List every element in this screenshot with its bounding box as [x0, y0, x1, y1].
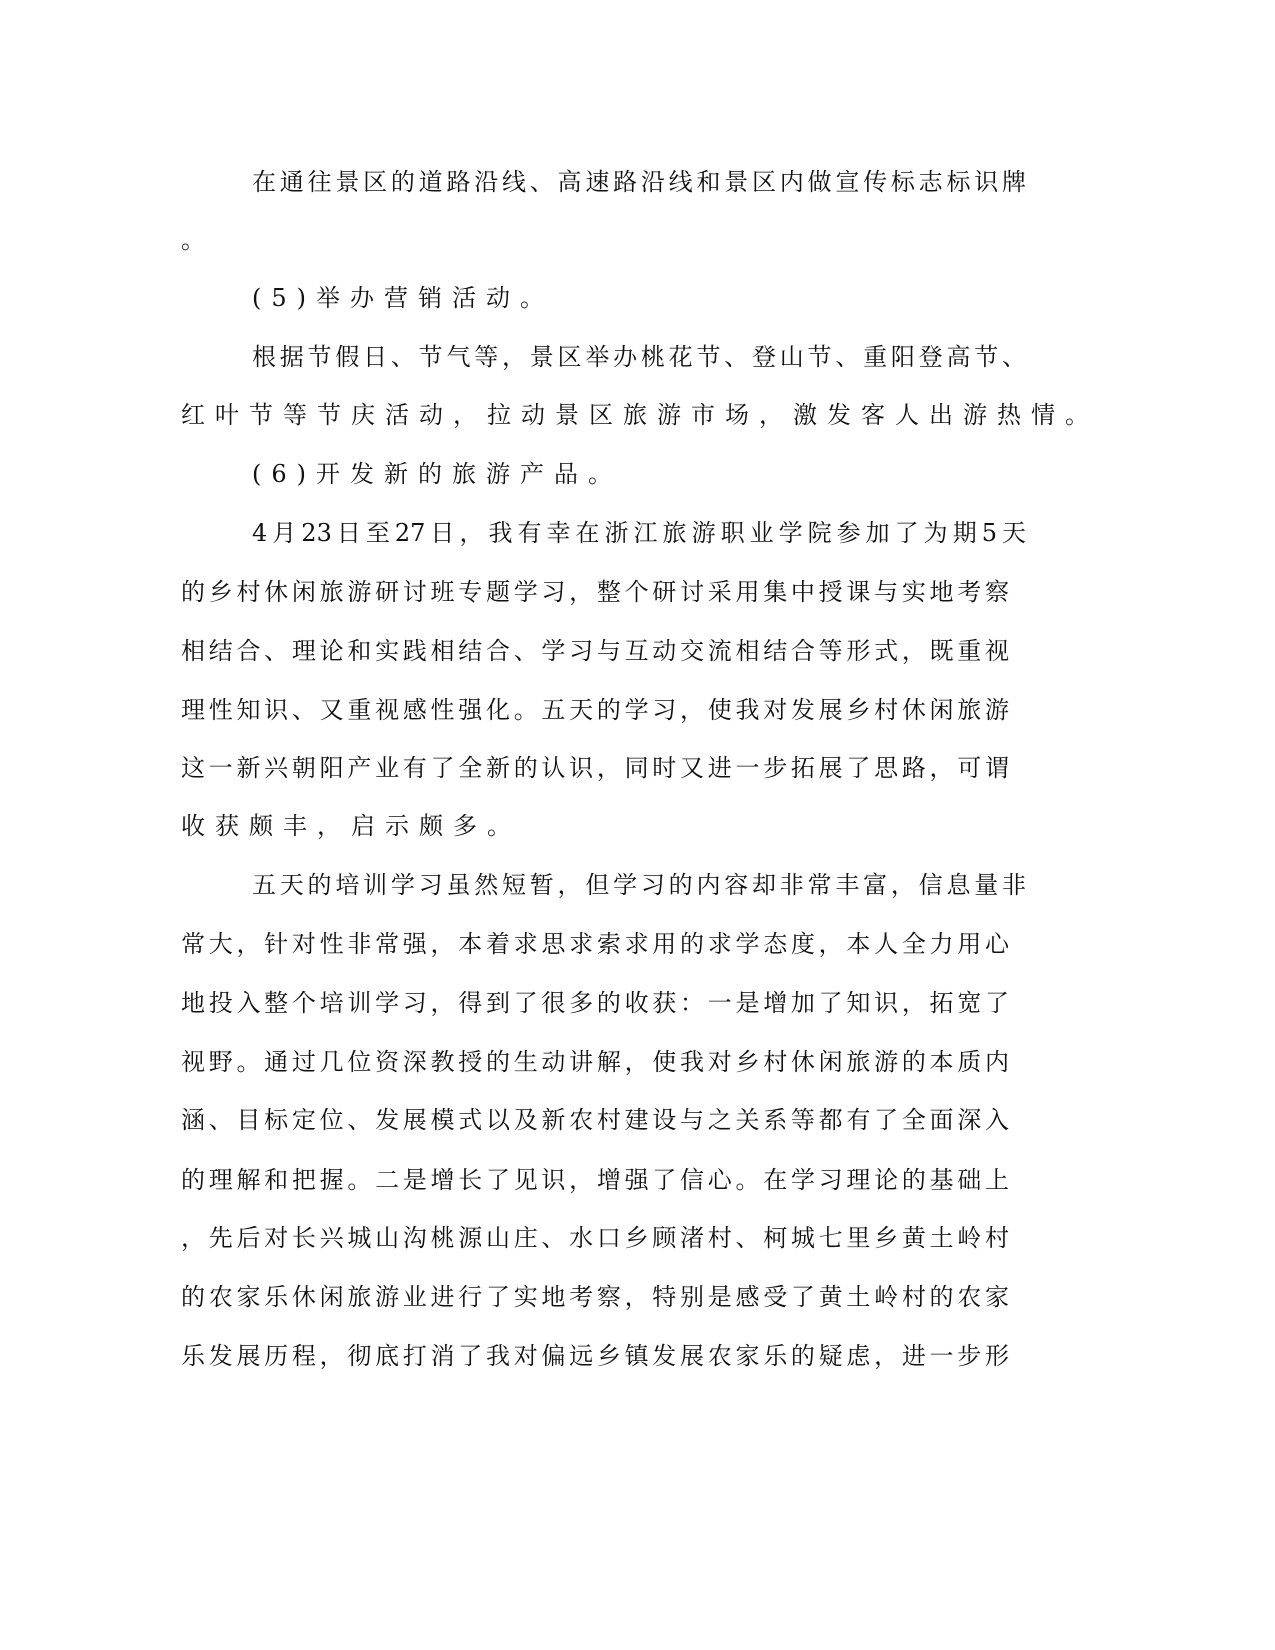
- body-text-line: 在通往景区的道路沿线、高速路沿线和景区内做宣传标志标识牌: [252, 168, 1026, 196]
- body-text-line: 乐发展历程，彻底打消了我对偏远乡镇发展农家乐的疑虑，进一步形: [181, 1342, 1009, 1370]
- section-heading: (5)举办营销活动。: [252, 284, 554, 312]
- body-text-line: 这一新兴朝阳产业有了全新的认识，同时又进一步拓展了思路，可谓: [181, 754, 1009, 782]
- section-heading: (6)开发新的旅游产品。: [252, 460, 622, 488]
- body-text-line: 4月23日至27日，我有幸在浙江旅游职业学院参加了为期5天: [252, 519, 1026, 547]
- body-text-line: 常大，针对性非常强，本着求思求索求用的求学态度，本人全力用心: [181, 930, 1009, 958]
- body-text-line: 收获颇丰，启示颇多。: [181, 812, 521, 840]
- body-text-line: 红叶节等节庆活动，拉动景区旅游市场，激发客人出游热情。: [181, 401, 1099, 429]
- body-text-line: 理性知识、又重视感性强化。五天的学习，使我对发展乡村休闲旅游: [181, 696, 1009, 724]
- body-text-line: 五天的培训学习虽然短暂，但学习的内容却非常丰富，信息量非: [252, 871, 1026, 899]
- body-text-line: 涵、目标定位、发展模式以及新农村建设与之关系等都有了全面深入: [181, 1106, 1009, 1134]
- body-text-line: 相结合、理论和实践相结合、学习与互动交流相结合等形式，既重视: [181, 637, 1009, 665]
- body-text-line: ，先后对长兴城山沟桃源山庄、水口乡顾渚村、柯城七里乡黄土岭村: [181, 1224, 1009, 1252]
- body-text-line: 的农家乐休闲旅游业进行了实地考察，特别是感受了黄土岭村的农家: [181, 1283, 1009, 1311]
- body-text-line: 地投入整个培训学习，得到了很多的收获：一是增加了知识，拓宽了: [181, 989, 1009, 1017]
- body-text-line: 根据节假日、节气等，景区举办桃花节、登山节、重阳登高节、: [252, 343, 1026, 371]
- body-text-line: 视野。通过几位资深教授的生动讲解，使我对乡村休闲旅游的本质内: [181, 1048, 1009, 1076]
- body-text-line: 的理解和把握。二是增长了见识，增强了信心。在学习理论的基础上: [181, 1166, 1009, 1194]
- body-text-line: 。: [181, 226, 205, 254]
- body-text-line: 的乡村休闲旅游研讨班专题学习，整个研讨采用集中授课与实地考察: [181, 578, 1009, 606]
